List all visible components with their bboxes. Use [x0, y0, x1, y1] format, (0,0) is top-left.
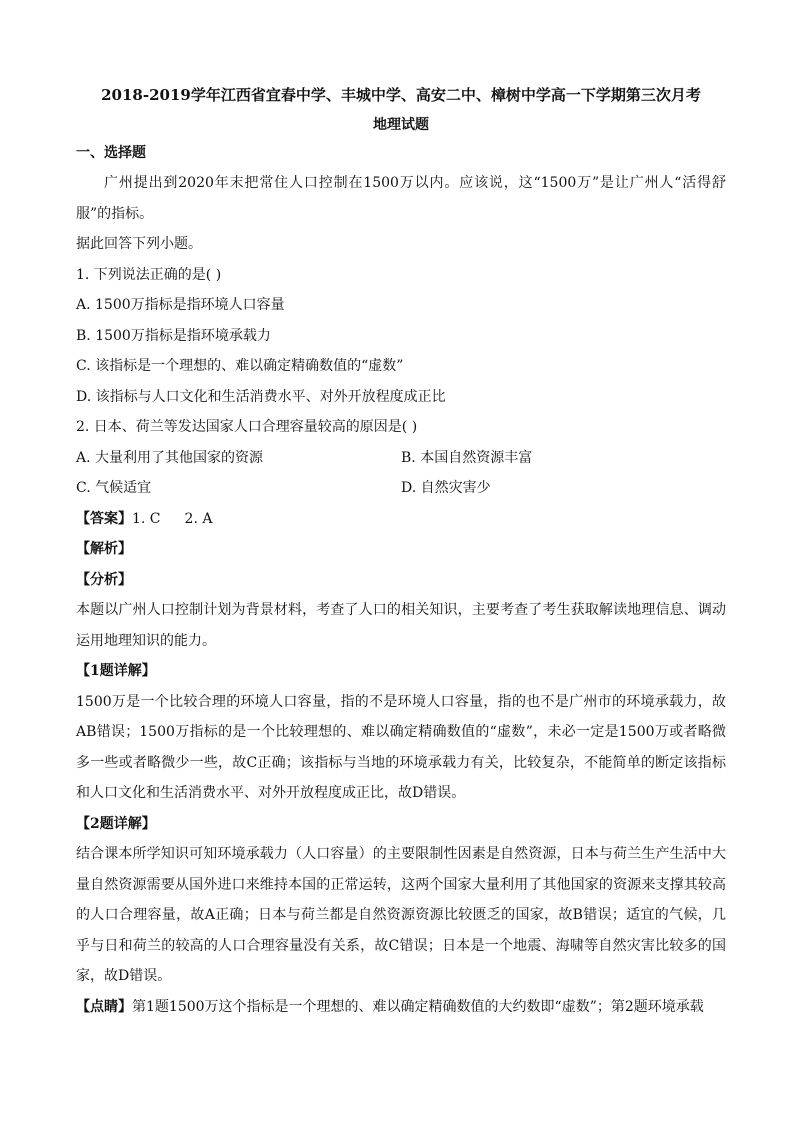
answer-line — [76, 504, 726, 535]
answer-label: 【答案】 — [76, 510, 132, 527]
detail-2-text: 结合课本所学知识可知环境承载力（人口容量）的主要限制性因素是自然资源，日本与荷兰生产生活中大量自然资源需要从国外进口来维持本国的正常运转，这两个国家大量利用了其他国家的资源来支撑其较高的人口合理容量，故A正确；日本与荷兰都是自然资源资源比较匮乏的国家，故B错误；适宜的气候，几乎与日和荷兰的较高的人口合理容量没有关系，故C错误；日本是一个地震、海啸等自然灾害比较多的国家，故D错误。 — [76, 846, 726, 984]
question-2 — [76, 412, 726, 504]
detail-1-text: 1500万是一个比较合理的环境人口容量，指的不是环境人口容量，指的也不是广州市的环境承载力，故AB错误；1500万指标的是一个比较理想的、难以确定精确数值的“虚数”，未必一定是1500万或者略微多一些或者略微少一些，故C正确；该指标与当地的环境承载力有关，比较复杂，不能简单的断定该指标和人口文化和生活消费水平、对外开放程度成正比，故D错误。 — [76, 693, 726, 801]
document-subtitle: 地理试题 — [373, 117, 429, 133]
section-heading: 一、选择题 — [76, 145, 146, 161]
question-1-option-d: D. 该指标与人口文化和生活消费水平、对外开放程度成正比 — [76, 388, 446, 405]
analysis-label: 【解析】 — [76, 541, 132, 557]
document-page — [76, 70, 726, 1022]
question-1 — [76, 260, 726, 413]
dianjing-label: 【点睛】 — [76, 998, 132, 1015]
document-title: 2018-2019学年江西省宜春中学、丰城中学、高安二中、樟树中学高一下学期第三次月考 — [101, 86, 701, 104]
question-1-option-b: B. 1500万指标是指环境承载力 — [76, 327, 271, 344]
detail-2-label: 【2题详解】 — [76, 815, 156, 832]
question-2-options-row-1 — [76, 443, 726, 474]
fenxi-text: 本题以广州人口控制计划为背景材料，考查了人口的相关知识，主要考查了考生获取解读地理信息、调动运用地理知识的能力。 — [76, 602, 726, 649]
question-2-option-d: D. 自然灾害少 — [401, 480, 491, 496]
question-2-option-b: B. 本国自然资源丰富 — [401, 449, 533, 466]
fenxi-label: 【分析】 — [76, 571, 132, 588]
answer-2: 2. A — [184, 510, 213, 527]
instruction-line: 据此回答下列小题。 — [76, 236, 202, 252]
dianjing-paragraph — [76, 992, 726, 1023]
question-1-stem: 1. 下列说法正确的是( ) — [76, 266, 222, 283]
question-2-options-row-2 — [76, 473, 726, 504]
question-2-option-c: C. 气候适宜 — [76, 480, 152, 496]
question-1-option-c: C. 该指标是一个理想的、难以确定精确数值的“虚数” — [76, 358, 404, 374]
question-1-option-a: A. 1500万指标是指环境人口容量 — [76, 297, 285, 313]
question-2-stem: 2. 日本、荷兰等发达国家人口合理容量较高的原因是( ) — [76, 419, 418, 435]
dianjing-text: 第1题1500万这个指标是一个理想的、难以确定精确数值的大约数即“虚数”；第2题环境承载 — [132, 998, 704, 1015]
detail-1-label: 【1题详解】 — [76, 663, 156, 679]
material-paragraph: 广州提出到2020年末把常住人口控制在1500万以内。应该说，这“1500万”是让广州人“活得舒服”的指标。 — [76, 175, 726, 222]
question-2-option-a: A. 大量利用了其他国家的资源 — [76, 449, 264, 466]
answer-1: 1. C — [132, 510, 161, 527]
